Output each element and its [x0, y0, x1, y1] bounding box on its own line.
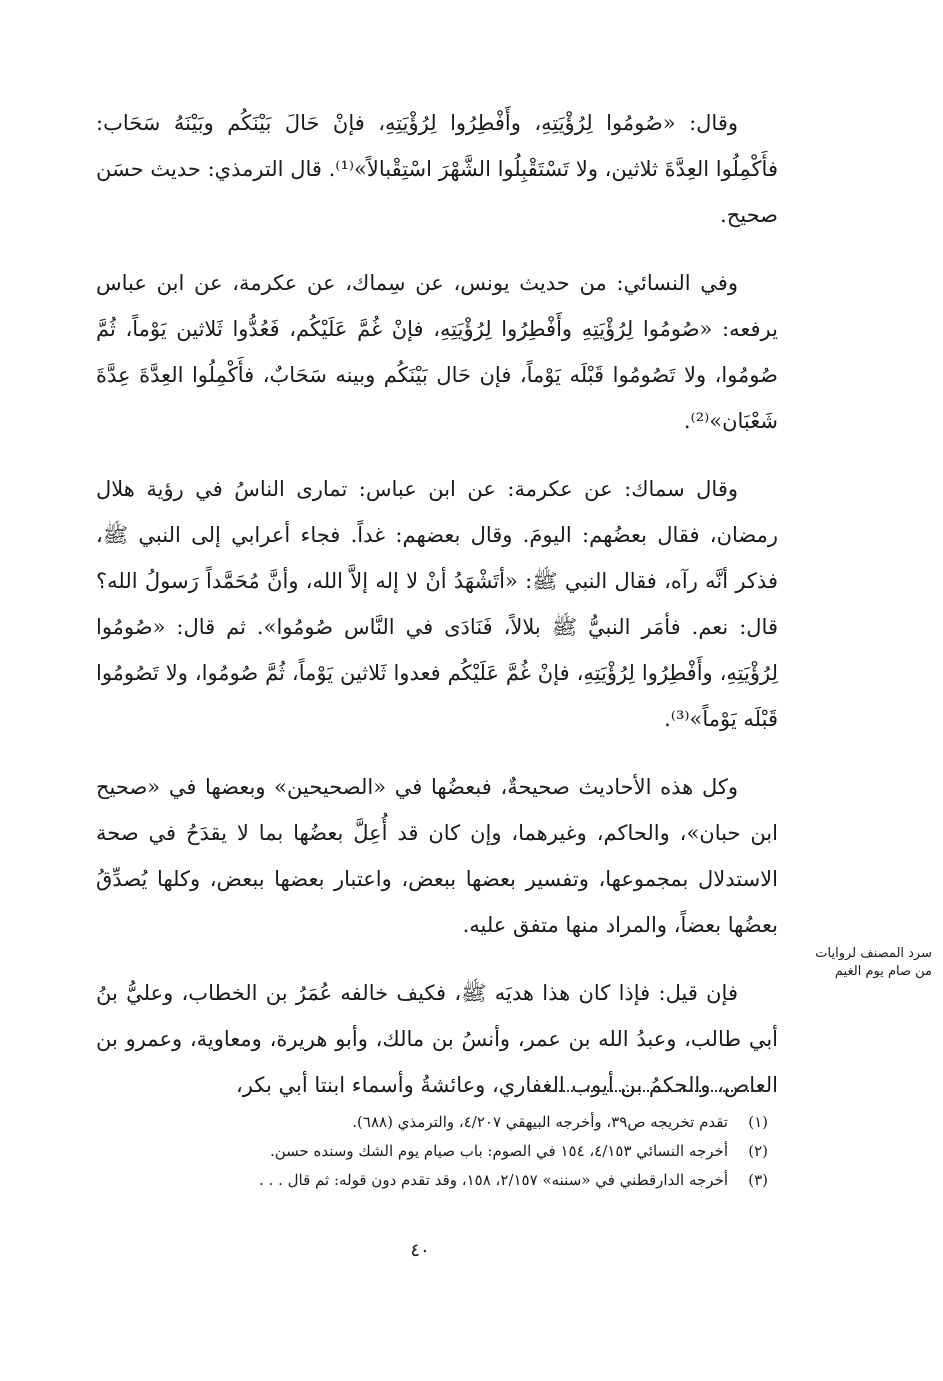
- paragraph-5: فإن قيل: فإذا كان هذا هديَه ﷺ، فكيف خالفه عُمَرُ بن الخطاب، وعليُّ بنُ أبي طالب، وعبدُ الله بن عمر، وأنسُ بن مالك، وأبو هريرة، ومعاوية، وعمرو بن العاص، والحكمُ بن أيوب الغفاري، وعائشةُ وأسماء ابنتا أبي بكر،: [96, 981, 778, 1097]
- paragraph-2: وفي النسائي: من حديث يونس، عن سِماك، عن عكرمة، عن ابن عباس يرفعه: «صُومُوا لِرُؤْيَتِهِ وأَفْطِرُوا لِرُؤْيَتِهِ، فإنْ غُمَّ عَلَيْكُم، فَعُدُّوا ثَلاثين يَوْماً، ثُمَّ صُومُوا، ولا تَصُومُوا قَبْلَه يَوْماً، فإن حَال بَيْنَكُم وبينه سَحَابٌ، فأَكْمِلُوا العِدَّةَ عِدَّةَ شَعْبَان»⁽²⁾.: [96, 271, 778, 433]
- footnote-separator: [540, 1090, 765, 1092]
- footnote-2: [140, 1137, 768, 1166]
- margin-note-line-1: سرد المصنف لروايات: [815, 946, 932, 961]
- paragraph-1: وقال: «صُومُوا لِرُؤْيَتِهِ، وأَفْطِرُوا لِرُؤْيَتِهِ، فإنْ حَالَ بَيْنَكُم وبَيْنَهُ سَحَاب: فأَكْمِلُوا العِدَّةَ ثلاثين، ولا تَسْتَقْبِلُوا الشَّهْرَ اسْتِقْبالاً»⁽¹⁾. قال الترمذي: حديث حسَن صحيح.: [96, 111, 778, 227]
- footnote-3: [140, 1166, 768, 1195]
- footnotes: [140, 1108, 768, 1195]
- page-number: ٤٠: [410, 1240, 430, 1261]
- margin-note-line-2: من صام يوم الغيم: [834, 964, 932, 979]
- footnote-number: (٢): [748, 1142, 768, 1160]
- footnote-text: أخرجه النسائي ٤/١٥٣، ١٥٤ في الصوم: باب صيام يوم الشك وسنده حسن.: [269, 1142, 728, 1160]
- paragraph-3: وقال سماك: عن عكرمة: عن ابن عباس: تمارى الناسُ في رؤية هلال رمضان، فقال بعضُهم: اليومَ. وقال بعضهم: غداً. فجاء أعرابي إلى النبي ﷺ، فذكر أنَّه رآه، فقال النبي ﷺ: «أتَشْهَدُ أنْ لا إله إلاَّ الله، وأنَّ مُحَمَّداً رَسولُ الله؟ قال: نعم. فأمَر النبيُّ ﷺ بلالاً، فَنَادَى في النَّاس صُومُوا». ثم قال: «صُومُوا لِرُؤْيَتِهِ، وأَفْطِرُوا لِرُؤْيَتِهِ، فإنْ غُمَّ عَلَيْكُم فعدوا ثَلاثين يَوْماً، ثُمَّ صُومُوا، ولا تَصُومُوا قَبْلَه يَوْماً»⁽³⁾.: [96, 477, 778, 731]
- footnote-1: [140, 1108, 768, 1137]
- main-text-body: [96, 100, 778, 1130]
- footnote-number: (٣): [748, 1171, 768, 1189]
- footnote-text: أخرجه الدارقطني في «سننه» ٢/١٥٧، ١٥٨، وقد تقدم دون قوله: ثم قال . . .: [259, 1171, 728, 1189]
- margin-note: [786, 945, 932, 981]
- paragraph-4: وكل هذه الأحاديث صحيحةٌ، فبعضُها في «الصحيحين» وبعضها في «صحيح ابن حبان»، والحاكم، وغيرهما، وإن كان قد أُعِلَّ بعضُها بما لا يقدَحُ في صحة الاستدلال بمجموعها، وتفسير بعضها ببعض، واعتبار بعضها ببعض، وكلها يُصدِّقُ بعضُها بعضاً، والمراد منها متفق عليه.: [96, 775, 778, 937]
- footnote-number: (١): [748, 1113, 768, 1131]
- footnote-text: تقدم تخريجه ص٣٩، وأخرجه البيهقي ٤/٢٠٧، والترمذي (٦٨٨).: [352, 1113, 728, 1131]
